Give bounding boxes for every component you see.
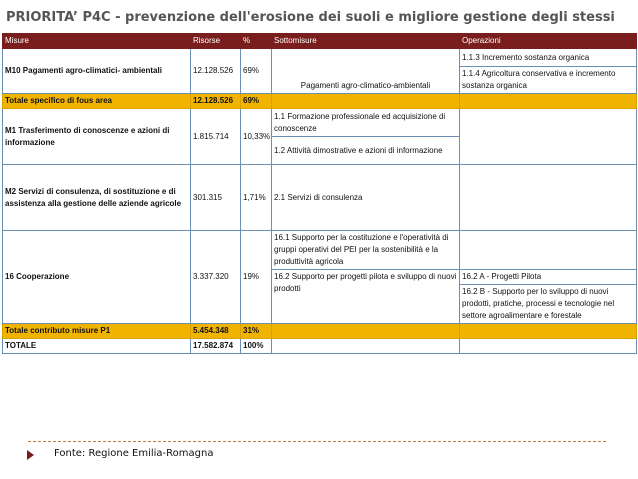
m2-pct: 1,71%: [241, 165, 272, 231]
m1-risorse: 1.815.714: [191, 109, 241, 165]
p1-pct: 31%: [241, 324, 272, 339]
m10-operazione-1: 1.1.3 Incremento sostanza organica: [460, 49, 637, 67]
m2-misura: M2 Servizi di consulenza, di sostituzione e di assistenza alla gestione delle aziende agricole: [3, 165, 191, 231]
p1-risorse: 5.454.348: [191, 324, 241, 339]
m10-risorse: 12.128.526: [191, 49, 241, 94]
total-risorse: 17.582.874: [191, 339, 241, 354]
header-operazioni: Operazioni: [460, 34, 637, 49]
m1-pct: 10,33%: [241, 109, 272, 165]
m16-operazione-2: 16.2 B - Supporto per lo sviluppo di nuovi prodotti, pratiche, processi e tecnologie nel settore agroalimentare e forestale: [460, 285, 637, 324]
m16-misura: 16 Cooperazione: [3, 231, 191, 324]
total-pct: 100%: [241, 339, 272, 354]
m1-sottomisura-1: 1.1 Formazione professionale ed acquisizione di conoscenze: [272, 109, 460, 137]
header-sottomisure: Sottomisure: [272, 34, 460, 49]
header-misure: Misure: [3, 34, 191, 49]
m10-misura: M10 Pagamenti agro-climatici- ambientali: [3, 49, 191, 94]
table-row: [3, 49, 637, 67]
subtotal-row: [3, 94, 637, 109]
total-label: TOTALE: [3, 339, 191, 354]
m10-pct: 69%: [241, 49, 272, 94]
m1-sottomisura-2: 1.2 Attività dimostrative e azioni di informazione: [272, 137, 460, 165]
m16-risorse: 3.337.320: [191, 231, 241, 324]
arrow-bullet-icon: [27, 450, 34, 460]
m2-risorse: 301.315: [191, 165, 241, 231]
table-row: [3, 165, 637, 231]
table-row: [3, 231, 637, 270]
m16-sottomisura-1: 16.1 Supporto per la costituzione e l'operatività di gruppi operativi del PEI per la sostenibilità e la produttività agricola: [272, 231, 460, 270]
m10-sottomisura: Pagamenti agro-climatico-ambientali: [272, 49, 460, 94]
source-note: Fonte: Regione Emilia-Romagna: [54, 448, 214, 459]
m2-sottomisura-1: 2.1 Servizi di consulenza: [272, 165, 460, 231]
m16-operazione-1: 16.2 A - Progetti Pilota: [460, 270, 637, 285]
footer-divider: [28, 441, 606, 442]
m16-sottomisura-2: 16.2 Supporto per progetti pilota e sviluppo di nuovi prodotti: [272, 270, 460, 324]
measures-table: [2, 33, 637, 354]
total-row: [3, 339, 637, 354]
table-row: [3, 109, 637, 137]
focus-pct: 69%: [241, 94, 272, 109]
focus-label: Totale specifico di fous area: [3, 94, 191, 109]
p1-label: Totale contributo misure P1: [3, 324, 191, 339]
m16-pct: 19%: [241, 231, 272, 324]
header-pct: %: [241, 34, 272, 49]
m1-misura: M1 Trasferimento di conoscenze e azioni di informazione: [3, 109, 191, 165]
subtotal-row: [3, 324, 637, 339]
header-risorse: Risorse: [191, 34, 241, 49]
focus-risorse: 12.128.526: [191, 94, 241, 109]
page-title: PRIORITA’ P4C - prevenzione dell'erosione dei suoli e migliore gestione degli stessi: [6, 10, 615, 25]
m10-operazione-2: 1.1.4 Agricoltura conservativa e incremento sostanza organica: [460, 67, 637, 94]
table-header-row: [3, 34, 637, 49]
